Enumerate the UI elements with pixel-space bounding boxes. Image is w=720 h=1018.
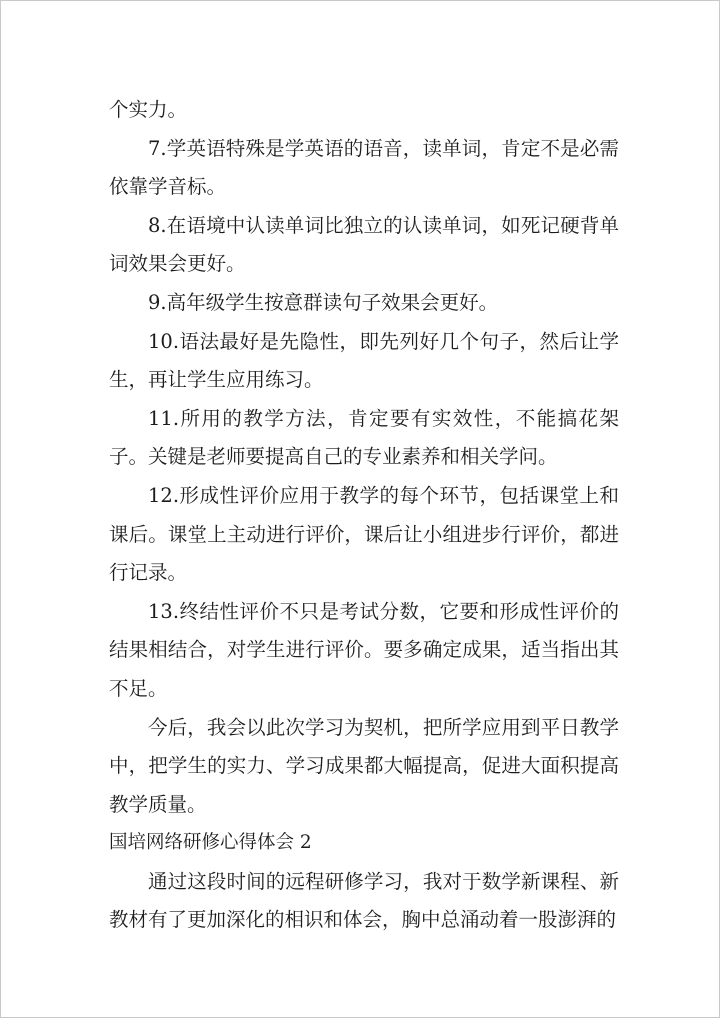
paragraph-item-12: 12.形成性评价应用于教学的每个环节，包括课堂上和课后。课堂上主动进行评价，课后让小组进步行评价，都进行记录。 — [109, 483, 619, 585]
paragraph-item-9: 9.高年级学生按意群读句子效果会更好。 — [148, 290, 499, 314]
paragraph-item-8: 8.在语境中认读单词比独立的认读单词，如死记硬背单词效果会更好。 — [109, 213, 619, 276]
paragraph-opening: 通过这段时间的远程研修学习，我对于数学新课程、新教材有了更加深化的相识和体会，胸中总涌动着一股澎湃的 — [109, 869, 619, 932]
document-body — [109, 91, 619, 940]
paragraph-item-11: 11.所用的教学方法，肯定要有实效性，不能搞花架子。关键是老师要提高自己的专业素养和相关学问。 — [109, 406, 619, 469]
paragraph-item-7: 7.学英语特殊是学英语的语音，读单词，肯定不是必需依靠学音标。 — [109, 136, 619, 199]
paragraph-conclusion: 今后，我会以此次学习为契机，把所学应用到平日教学中，把学生的实力、学习成果都大幅提高，促进大面积提高教学质量。 — [109, 715, 619, 816]
paragraph-item-13: 13.终结性评价不只是考试分数，它要和形成性评价的结果相结合，对学生进行评价。要多确定成果，适当指出其不足。 — [109, 599, 619, 700]
paragraph-continuation: 个实力。 — [109, 98, 188, 121]
section-heading: 国培网络研修心得体会 2 — [109, 832, 312, 854]
paragraph-item-10: 10.语法最好是先隐性，即先列好几个句子，然后让学生，再让学生应用练习。 — [109, 329, 619, 392]
